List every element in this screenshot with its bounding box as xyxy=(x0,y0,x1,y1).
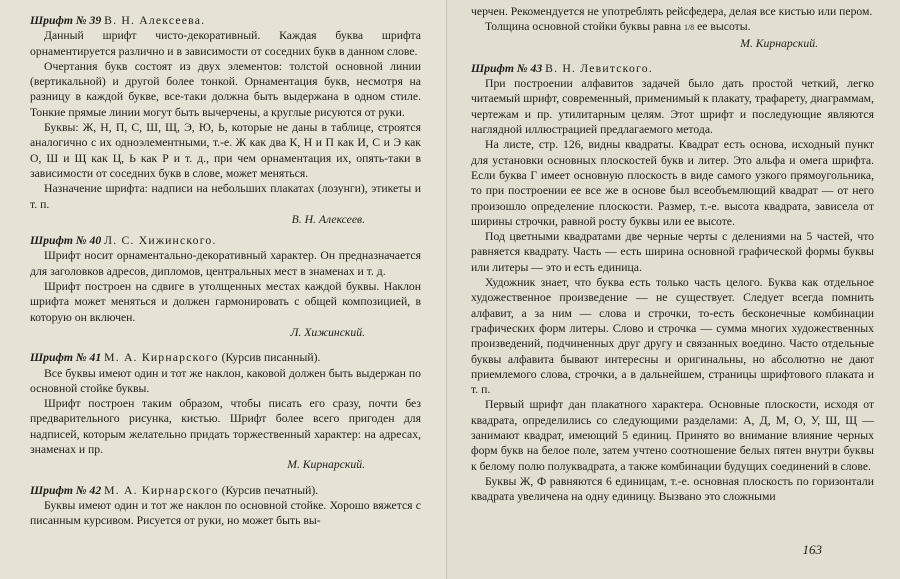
font-41-signature: М. Кирнарский. xyxy=(287,458,365,472)
stem-thickness-fraction: 1/8 xyxy=(683,23,695,33)
font-42-paragraph: Буквы имеют один и тот же наклон по основной стойке. Хорошо вяжется с писанным курсивом. Рисуется от руки, но может быть вы- xyxy=(30,498,421,528)
font-39-paragraph: Назначение шрифта: надписи на небольших плакатах (лозунги), этикеты и т. п. xyxy=(30,182,421,211)
font-41-paragraph: Все буквы имеют один и тот же наклон, каковой должен быть выдержан по основной стойке буквы. xyxy=(30,366,421,395)
font-39-paragraph: Данный шрифт чисто-декоративный. Каждая буква шрифта орнаментируется различно и в зависимости от соседних букв в данном слове. xyxy=(30,29,421,58)
continued-signature: М. Кирнарский. xyxy=(740,36,818,50)
font-42-author: М. А. Кирнарского xyxy=(104,483,219,497)
stem-thickness-paragraph xyxy=(471,19,874,35)
left-page xyxy=(0,0,447,579)
page-number: 163 xyxy=(802,542,822,557)
font-40-author: Л. С. Хижинского. xyxy=(104,234,217,248)
font-39-paragraph: Буквы: Ж, Н, П, С, Ш, Щ, Э, Ю, Ь, которые не даны в таблице, строятся аналогично с их одноэлементными, т.-е. Ж как два К, Н и П как И, С и Э как О, Ш и Щ как Ц, Ь как Р и т. д., при чем орнаментация их, опять-таки в зависимости от соседних букв в слове, может меняться. xyxy=(30,121,421,180)
font-40-label: Шрифт № 40 xyxy=(30,234,102,248)
font-43-heading xyxy=(471,61,874,76)
font-42-label: Шрифт № 42 xyxy=(30,483,102,497)
continued-paragraph: черчен. Рекомендуется не употреблять рейсфедера, делая все кистью или пером. xyxy=(471,5,873,18)
font-42-heading xyxy=(30,483,421,498)
font-41-heading xyxy=(30,350,421,365)
stem-thickness-text: Толщина основной стойки буквы равна xyxy=(485,20,682,34)
stem-thickness-text-end: ее высоты. xyxy=(697,20,751,34)
font-41-paragraph: Шрифт построен таким образом, чтобы писать его сразу, почти без предварительного рисунка, кистью. Шрифт более всего пригоден для надписей, которым желательно придать торжественный характер: на адресах, знаменах и пр. xyxy=(30,397,421,457)
font-41-note: (Курсив писанный). xyxy=(221,351,321,365)
font-42-note: (Курсив печатный). xyxy=(221,483,319,497)
font-39-signature: В. Н. Алексеев. xyxy=(291,212,365,226)
font-41-label: Шрифт № 41 xyxy=(30,351,102,365)
font-40-signature: Л. Хижинский. xyxy=(290,325,365,339)
font-43-author: В. Н. Левитского. xyxy=(545,61,653,75)
font-40-paragraph: Шрифт построен на сдвиге в утолщенных местах каждой буквы. Наклон шрифта может меняться и должен гармонировать с общей композицией, в которую он включен. xyxy=(30,280,421,324)
font-40-paragraph: Шрифт носит орнаментально-декоративный характер. Он предназначается для заголовков адресов, дипломов, центральных мест в знаменах и т. д. xyxy=(30,249,421,278)
font-39-paragraph: Очертания букв состоят из двух элементов: толстой основной линии (вертикальной) и другой более тонкой. Орнаментация букв, несмотря на разницу в каждой букве, все-таки должна быть выдержана в одном стиле. Тонкие прямые линии могут быть вычерчены, а круглые рисуются от руки. xyxy=(30,59,421,119)
font-43-label: Шрифт № 43 xyxy=(471,61,543,75)
font-39-heading xyxy=(30,13,421,28)
font-41-author: М. А. Кирнарского xyxy=(104,351,219,365)
font-43-paragraph: Под цветными квадратами две черные черты с делениями на 5 частей, что равняется квадрату. Часть — есть ширина основной графической формы буквы или литеры — это и есть единица. xyxy=(471,230,874,274)
font-43-paragraph: Художник знает, что буква есть только часть целого. Буква как отдельное художественное произведение — не существует. Следует всегда помнить алфавит, а за ним — слова и строчки, то-есть бесконечные комбинации графических форм литеры. Слово и строчка — сумма многих художественных произведений, подчиненных друг другу и связанных воедино. Часто отдельные буквы алфавита бывают интересны и оригинальны, но абсолютно не дают приемлемого слова, строчки, а в дальнейшем, страницы шрифтового плаката и т. п. xyxy=(471,276,874,397)
font-43-paragraph: Буквы Ж, Ф равняются 6 единицам, т.-е. основная плоскость по горизонтали квадрата увеличена на одну единицу. Вызвано это сложными xyxy=(471,474,874,504)
font-40-heading xyxy=(30,233,421,248)
font-43-paragraph: Первый шрифт дан плакатного характера. Основные плоскости, исходя от квадрата, определились со следующими разделами: А, Д, М, О, У, Ш, Щ — занимают квадрат, имеющий 5 единиц. Принято во внимание влияние черных форм букв на белое поле, затем учтено соотношение белых пятен внутри буквы к белому полю полуквадрата, а также комбинации будущих соединений в слове. xyxy=(471,398,874,473)
font-43-paragraph: При построении алфавитов задачей было дать простой четкий, легко читаемый шрифт, современный, применимый к плакату, трафарету, диаграммам, чертежам и пр. утилитарным целям. Этот шрифт и последующие являются наглядной иллюстрацией предлагаемого метода. xyxy=(471,77,874,137)
right-page xyxy=(447,0,900,579)
font-43-paragraph: На листе, стр. 126, видны квадраты. Квадрат есть основа, исходный пункт для установки основных плоскостей букв и литер. Это альфа и омега шрифта. Если буква Г имеет основную плоскость в виде самого узкого прямоугольника, то при построении ее все же в основе был всеобъемлющий квадрат — от него произошло определение плоскости. Размер, т.-е. высота квадрата, зависела от ширины строчки, равной росту буквы или ее высоте. xyxy=(471,138,874,228)
font-39-author: В. Н. Алексеева. xyxy=(104,14,206,27)
font-39-label: Шрифт № 39 xyxy=(30,14,102,27)
